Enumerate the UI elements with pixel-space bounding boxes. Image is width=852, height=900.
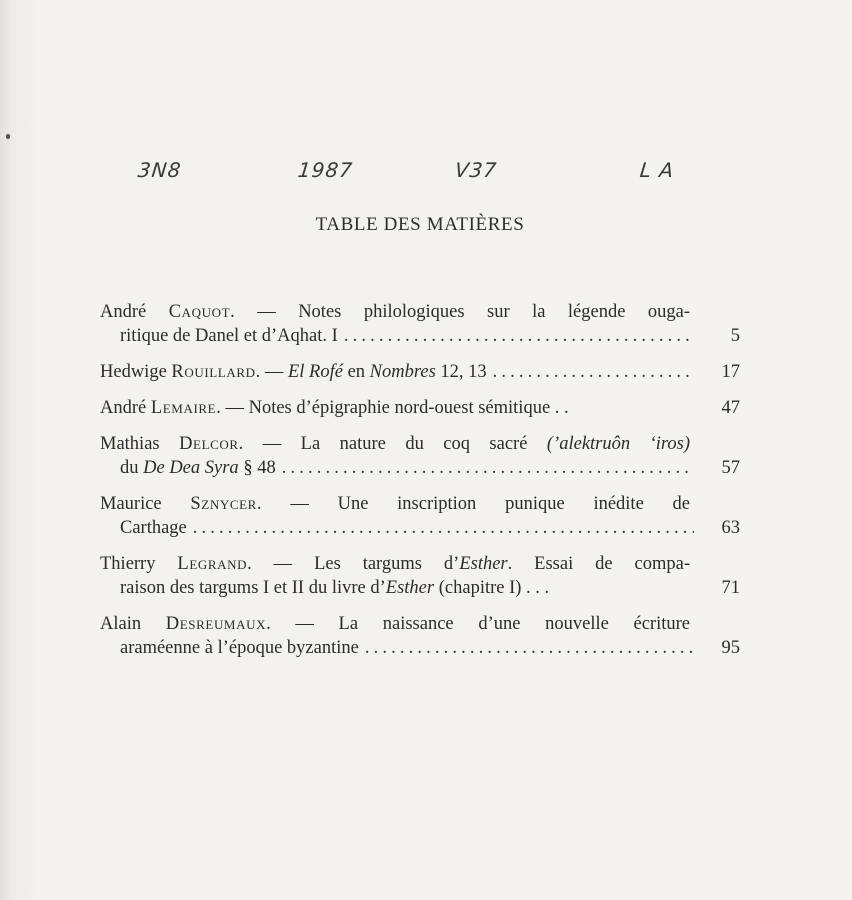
entry-title-line-1: . — La naissance d’une nouvelle écriture xyxy=(266,614,690,634)
author-first-name: Hedwige xyxy=(100,362,167,382)
entry-title-text: raison des targums I et II du livre d’ xyxy=(120,578,386,598)
dot-leader xyxy=(276,456,694,480)
handwritten-shelfmark-2: 1987 xyxy=(296,158,355,182)
toc-entry-line xyxy=(100,612,690,636)
toc-entry xyxy=(100,612,740,660)
handwritten-shelfmark-1: 3N8 xyxy=(136,158,183,182)
page-number: 63 xyxy=(721,518,740,538)
dot-leader xyxy=(187,516,694,540)
entry-title-line-2: ritique de Danel et d’Aqhat. I xyxy=(120,326,338,346)
author-first-name: Maurice xyxy=(100,494,162,514)
handwritten-shelfmark-3: V37 xyxy=(453,158,499,182)
toc-entry xyxy=(100,300,740,348)
entry-title-line-1: . — La nature du coq sacré xyxy=(238,434,547,454)
entry-title-text: (chapitre I) . . . xyxy=(434,578,550,598)
author-first-name: Thierry xyxy=(100,554,156,574)
entry-title-italic: El Rofé xyxy=(287,362,343,382)
toc-entry xyxy=(100,552,740,600)
ink-speck xyxy=(6,134,10,139)
entry-title-text: 12, 13 xyxy=(435,362,487,382)
author-last-name: Lemaire xyxy=(150,398,217,418)
entry-title-italic: (’alektruôn ‘iros) xyxy=(546,434,690,454)
author-last-name: Legrand xyxy=(177,554,248,574)
entry-title-line-1: . — Les targums d’ xyxy=(247,554,460,574)
page-title: TABLE DES MATIÈRES xyxy=(315,214,525,235)
toc-entry-line xyxy=(100,492,690,516)
author-last-name: Rouillard xyxy=(171,362,256,382)
author-last-name: Delcor xyxy=(179,434,239,454)
entry-title-italic: Esther xyxy=(459,554,508,574)
author-first-name: Mathias xyxy=(100,434,160,454)
table-of-contents xyxy=(100,300,740,672)
page-number: 71 xyxy=(721,578,740,598)
author-last-name: Sznycer xyxy=(190,494,257,514)
entry-title-line-1: . — Notes d’épigraphie nord-ouest sémitique . . xyxy=(216,398,569,418)
toc-entry-line xyxy=(100,300,690,324)
entry-title-line-1: . — Notes philologiques sur la légende ouga- xyxy=(230,302,690,322)
author-first-name: André xyxy=(100,302,147,322)
entry-title-text: § 48 xyxy=(238,458,276,478)
handwritten-shelfmark-4: L A xyxy=(638,158,676,182)
toc-entry xyxy=(100,492,740,540)
author-first-name: Alain xyxy=(100,614,142,634)
entry-title-text: en xyxy=(342,362,370,382)
page-number: 5 xyxy=(730,326,740,346)
toc-entry-line xyxy=(100,360,487,384)
toc-entry-line xyxy=(100,396,569,420)
toc-entry-line xyxy=(100,552,690,576)
entry-title-line-2: araméenne à l’époque byzantine xyxy=(120,638,359,658)
page-number: 47 xyxy=(721,398,740,418)
toc-entry xyxy=(100,396,740,420)
author-last-name: Caquot xyxy=(168,302,231,322)
entry-title-line-1: . — Une inscription punique inédite de xyxy=(256,494,691,514)
entry-title-line-2 xyxy=(120,576,549,600)
author-first-name: André xyxy=(100,398,147,418)
entry-title-italic: Nombres xyxy=(369,362,436,382)
page-number: 17 xyxy=(721,362,740,382)
dot-leader xyxy=(338,324,694,348)
toc-entry-line xyxy=(100,432,690,456)
page-number: 57 xyxy=(721,458,740,478)
dot-leader xyxy=(359,636,694,660)
separator: . — xyxy=(255,362,288,382)
toc-entry xyxy=(100,432,740,480)
entry-title-text: du xyxy=(120,458,144,478)
entry-title-line-2 xyxy=(120,456,276,480)
entry-title-italic: De Dea Syra xyxy=(143,458,239,478)
entry-title-italic: Esther xyxy=(385,578,435,598)
toc-entry xyxy=(100,360,740,384)
entry-title-line-2: Carthage xyxy=(120,518,187,538)
page-number: 95 xyxy=(721,638,740,658)
dot-leader xyxy=(487,360,694,384)
entry-title-text: . Essai de compa- xyxy=(507,554,691,574)
author-last-name: Desreumaux xyxy=(165,614,267,634)
